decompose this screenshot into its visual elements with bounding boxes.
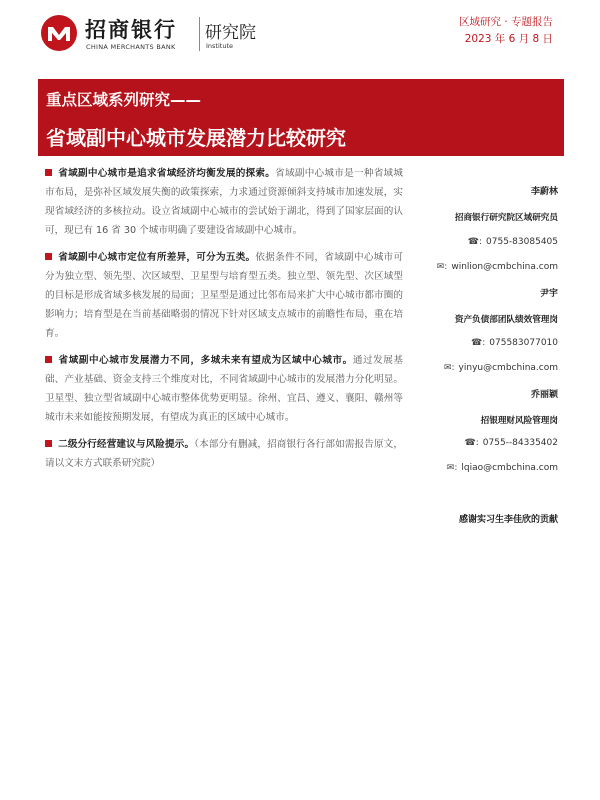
title-banner [38, 79, 564, 156]
author-phone-number: 0755--84335402 [482, 438, 558, 448]
report-type: 区域研究 · 专题报告 [458, 16, 553, 28]
author-phone-number: 0755-83085405 [486, 237, 558, 247]
author-email-address[interactable]: lqiao@cmbchina.com [461, 463, 558, 473]
author-phone-number: 075583077010 [489, 338, 558, 348]
summary-paragraph [45, 164, 403, 240]
summary-paragraph [45, 435, 403, 473]
paragraph-body: 省域副中心城市是一种省域城市布局，是弥补区域发展失衡的政策探索，力求通过资源倾斜支持城市加速发展，实现省域经济的多核拉动。设立省域副中心城市的尝试始于湖北，得到了国家层面的认可，现已有 16 省 30 个城市明确了要建设省域副中心城市。 [45, 168, 404, 236]
email-icon: ✉: [443, 363, 455, 373]
institute-name-cn: 研究院 [205, 23, 256, 43]
author-name: 尹宇 [539, 289, 558, 299]
paragraph-body: 依据条件不同，省域副中心城市可分为独立型、领先型、次区域型、卫星型与培育型五类。独立型、领先型、次区域型的目标是形成省域多核发展的局面；卫星型是通过比邻布局来扩大中心城市都市圈的影响力；培育型是在当前基础略弱的情况下针对区域支点城市的前瞻性布局，重在培育。 [45, 252, 403, 339]
author-email[interactable] [444, 363, 558, 373]
brand-name-cn: 招商银行 [85, 18, 177, 42]
email-icon: ✉: [436, 262, 448, 272]
author-role: 招银理财风险管理岗 [480, 416, 558, 426]
paragraph-body: 通过发展基础、产业基础、资金支持三个维度对比，不同省域副中心城市的发展潜力分化明显。卫星型、独立型省域副中心城市整体优势更明显。徐州、宜昌、遵义、襄阳、赣州等城市未来如能按预期发展，有望成为真正的区域中心城市。 [45, 355, 404, 423]
report-title: 省域副中心城市发展潜力比较研究 [46, 126, 346, 150]
report-date: 2023 年 6 月 8 日 [464, 33, 553, 45]
bullet-square-icon [45, 356, 52, 363]
bullet-square-icon [45, 253, 52, 260]
author-email-address[interactable]: winlion@cmbchina.com [451, 262, 558, 272]
brand-divider [199, 17, 200, 51]
author-email-address[interactable]: yinyu@cmbchina.com [458, 363, 558, 373]
email-icon: ✉: [446, 463, 458, 473]
phone-icon: ☎: [467, 237, 483, 247]
paragraph-lead: 省域副中心城市发展潜力不同，多城未来有望成为区域中心城市。 [58, 355, 353, 366]
author-email[interactable] [447, 463, 558, 473]
bullet-square-icon [45, 440, 52, 447]
paragraph-lead: 省域副中心城市定位有所差异，可分为五类。 [58, 252, 256, 263]
phone-icon: ☎: [471, 338, 486, 348]
institute-name-en: Institute [206, 42, 233, 50]
summary-paragraph [45, 351, 403, 427]
summary-section [45, 164, 403, 481]
author-role: 招商银行研究院区域研究员 [454, 213, 558, 223]
series-title: 重点区域系列研究—— [46, 91, 202, 109]
bullet-square-icon [45, 169, 52, 176]
brand-name-en: CHINA MERCHANTS BANK [86, 43, 176, 51]
author-email[interactable] [437, 262, 558, 272]
author-role: 资产负债部团队绩效管理岗 [454, 315, 558, 325]
author-phone [465, 438, 558, 448]
paragraph-lead: 省域副中心城市是追求省域经济均衡发展的探索。 [58, 168, 276, 179]
author-name: 李蔚林 [530, 187, 558, 197]
acknowledgement: 感谢实习生李佳欣的贡献 [458, 515, 558, 525]
summary-paragraph [45, 248, 403, 343]
author-name: 乔丽颖 [530, 390, 558, 400]
phone-icon: ☎: [464, 438, 479, 448]
cmb-logo-icon [40, 14, 78, 52]
paragraph-lead: 二级分行经营建议与风险提示。 [58, 439, 195, 450]
author-phone [468, 237, 558, 247]
paragraph-body: （本部分有删减，招商银行各行部如需报告原文，请以文末方式联系研究院） [45, 439, 403, 469]
page-header [0, 0, 600, 70]
author-phone [471, 338, 558, 348]
